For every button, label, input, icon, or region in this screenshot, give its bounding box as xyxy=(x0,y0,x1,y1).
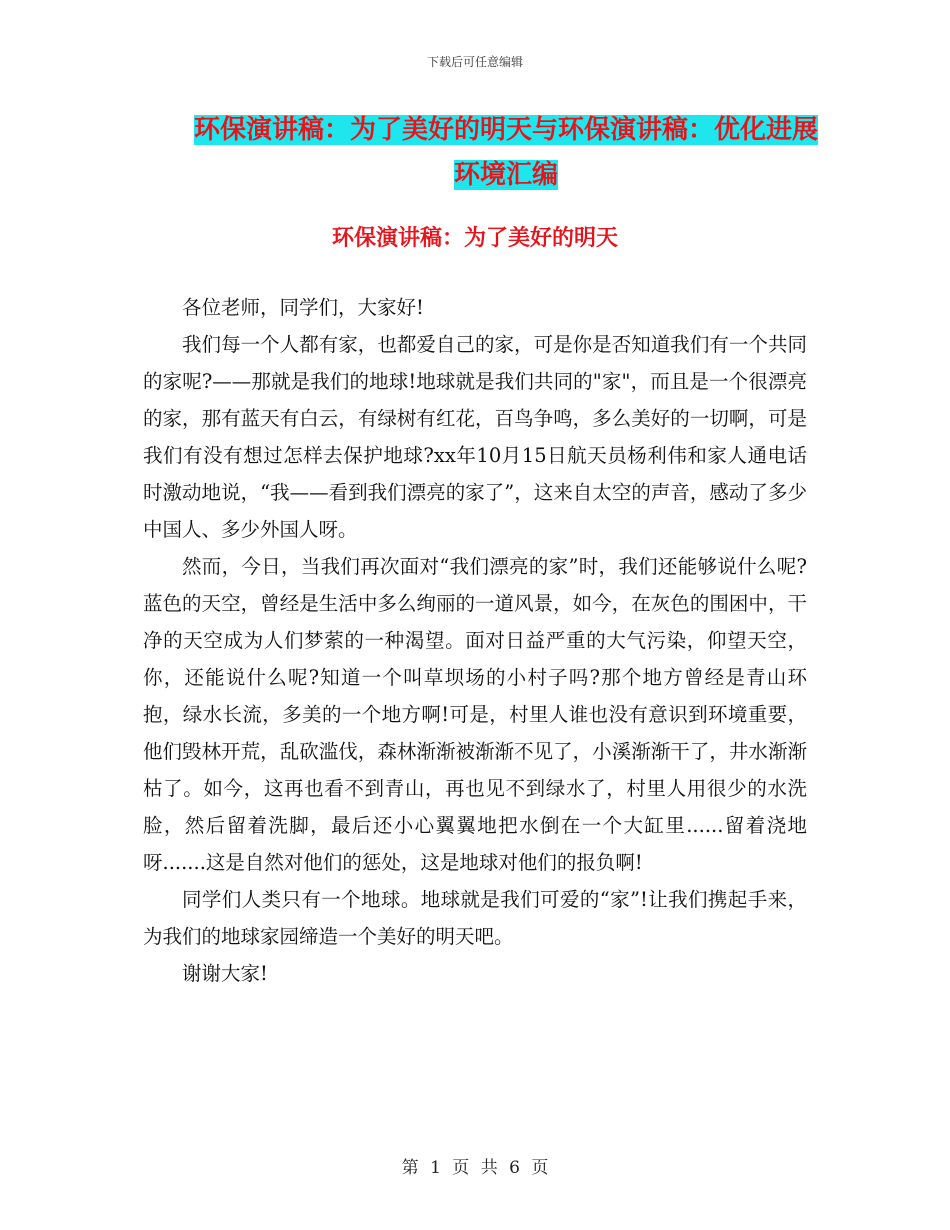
speech-body xyxy=(143,289,807,992)
section-title: 环保演讲稿：为了美好的明天 xyxy=(331,226,618,251)
page-header-note: 下载后可任意编辑 xyxy=(426,55,523,69)
document-title xyxy=(186,108,826,198)
body-paragraph: 我们每一个人都有家，也都爱自己的家，可是你是否知道我们有一个共同的家呢?——那就是我们的地球!地球就是我们共同的"家"，而且是一个很漂亮的家，那有蓝天有白云，有绿树有红花，百鸟争鸣，多么美好的一切啊，可是我们有没有想过怎样去保护地球?xx年10月15日航天员杨利伟和家人通电话时激动地说，“我——看到我们漂亮的家了”，这来自太空的声音，感动了多少中国人、多少外国人呀。 xyxy=(143,333,807,541)
body-paragraph: 同学们人类只有一个地球。地球就是我们可爱的“家”!让我们携起手来，为我们的地球家园缔造一个美好的明天吧。 xyxy=(143,888,807,948)
document-title-text: 环保演讲稿：为了美好的明天与环保演讲稿：优化进展环境汇编 xyxy=(193,115,818,190)
greeting-paragraph: 各位老师，同学们，大家好! xyxy=(182,296,424,319)
page-footer: 第 1 页 共 6 页 xyxy=(401,1158,549,1178)
body-paragraph: 然而，今日，当我们再次面对“我们漂亮的家”时，我们还能够说什么呢?蓝色的天空，曾经是生活中多么绚丽的一道风景，如今，在灰色的围困中，干净的天空成为人们梦萦的一种渴望。面对日益严重的大气污染，仰望天空，你，还能说什么呢?知道一个叫草坝场的小村子吗?那个地方曾经是青山环抱，绿水长流，多美的一个地方啊!可是，村里人谁也没有意识到环境重要，他们毁林开荒，乱砍滥伐，森林渐渐被渐渐不见了，小溪渐渐干了，井水渐渐枯了。如今，这再也看不到青山，再也见不到绿水了，村里人用很少的水洗脸，然后留着洗脚，最后还小心翼翼地把水倒在一个大缸里......留着浇地呀.......这是自然对他们的惩处，这是地球对他们的报负啊! xyxy=(143,555,807,874)
closing-paragraph: 谢谢大家! xyxy=(182,962,268,985)
